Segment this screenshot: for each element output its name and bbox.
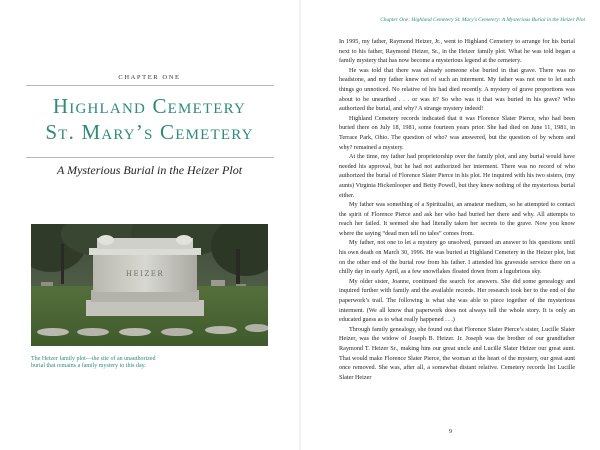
right-page	[301, 0, 600, 450]
chapter-subtitle: A Mysterious Burial in the Heizer Plot	[56, 163, 243, 177]
paragraph: My older sister, Joanne, continued the search for answers. She did some genealogy and inquired further with family and the available records. Her research took her to the end of the paperwork’s trail. The following is what she was able to piece together of the mysterious interment. (We all know that paperwork does not always tell the whole story. It is only an educated guess as to what really happened . . .)	[339, 277, 575, 324]
paragraph: At the time, my father had proprietorship over the family plot, and any burial would have needed his approval, but he had not authorized her interment. There was no record of who authorized the burial of Florence Slater Pierce in his plot. He inquired with his two sisters, (my aunts) Virginia Hickenlooper and Betty Powell, but they knew nothing of the mysterious burial either.	[339, 153, 575, 199]
title-rule-bottom	[26, 157, 274, 158]
chapter-title	[0, 93, 299, 145]
chapter-title-line-2: St. Mary’s Cemetery	[45, 120, 254, 144]
photo-caption: The Heizer family plot—the site of an unauthorized burial that remains a family mystery to this day.	[31, 356, 156, 370]
title-rule-top	[26, 85, 274, 86]
cemetery-photo-image	[31, 224, 268, 346]
monument-inscription: HEIZER	[125, 270, 165, 278]
paragraph: My father was something of a Spiritualist, an amateur medium, so he attempted to contact the spirit of Florence Pierce and ask her who had buried her there and why. All attempts to reach her failed. It seemed she had literally taken her secrets to the grave. Now you know where the saying “dead men tell no tales” comes from.	[339, 201, 575, 237]
running-head: Chapter One: Highland Cemetery St. Mary’s Cemetery: A Mysterious Burial in the Heizer Plot	[380, 17, 585, 23]
chapter-label: CHAPTER ONE	[118, 74, 181, 81]
page-number: 9	[448, 428, 453, 435]
paragraph: My father, not one to let a mystery go unsolved, pursued an answer to his questions until his own death on March 30, 1996. He was buried at Highland Cemetery in the Heizer plot, but on the other end of the burial row from his father. I attended his graveside service there on a chilly day in early April, as a few snowflakes floated down from a lugubrious sky.	[339, 239, 575, 276]
left-page	[0, 0, 299, 450]
paragraph: Highland Cemetery records indicated that it was Florence Slater Pierce, who had been buried there on July 18, 1981, some fourteen years prior. She had died on June 11, 1981, in Terrace Park, Ohio. The question of who? was answered, but the question of by whom and why? remained a mystery.	[339, 114, 575, 151]
paragraph: Through family genealogy, she found out that Florence Slater Pierce’s sister, Lucille Slater Heizer, was the widow of Joseph B. Heizer. Jr. Joseph was the brother of our grandfather Raymond T. Heizer Sr., making him our great uncle and Lucille Slater Heizer our great aunt. That would make Florence Slater Pierce, the woman at the heart of the mystery, our great aunt once removed. She was, after all, a somewhat distant relative. Cemetery records list Lucille Slater Heizer	[339, 325, 575, 381]
body-text	[339, 37, 575, 382]
paragraph: In 1995, my father, Raymond Heizer, Jr., went to Highland Cemetery to arrange for his burial next to his father, Raymond Heizer, Sr., in the Heizer family plot. What he was told began a family mystery that has now become a mysterious legend at the cemetery.	[339, 38, 575, 65]
paragraph: He was told that there was already someone else buried in that grave. There was no headstone, and my father knew not of such an interment. My father was not one to let such things go unnoticed. No relative of his had died recently. A mystery of grave proportions was about to be unearthed . . . or was it? So who was it that was buried in his grave? Who authorized the burial, and why? A strange mystery indeed!	[339, 66, 575, 113]
cemetery-photo	[31, 224, 268, 346]
chapter-title-line-1: Highland Cemetery	[52, 94, 247, 118]
